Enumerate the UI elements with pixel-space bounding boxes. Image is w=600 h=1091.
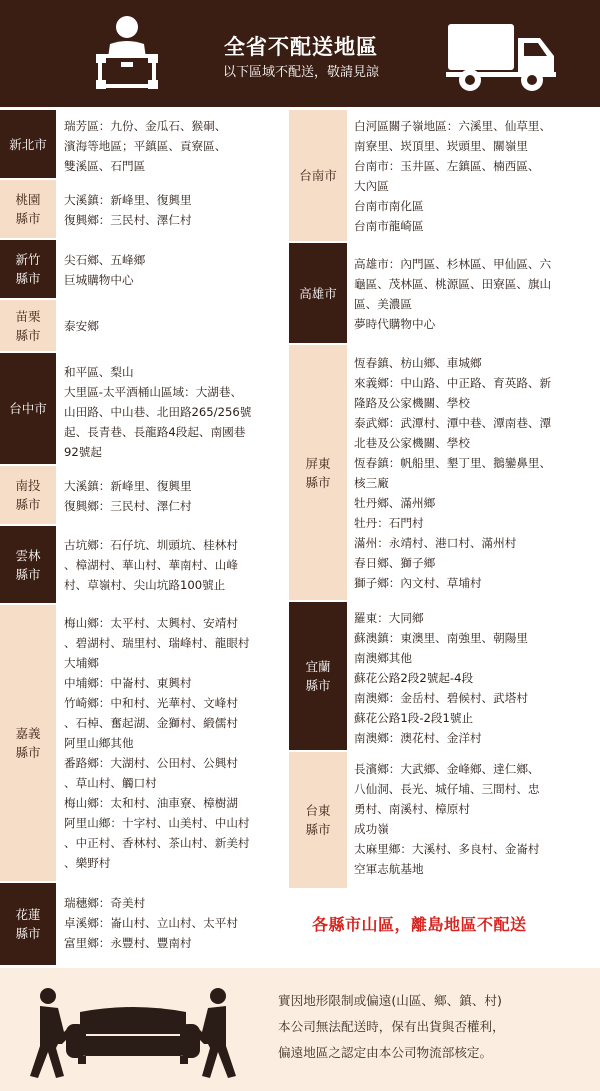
region-label-taitung: 台東 縣市 <box>289 752 347 888</box>
region-label-hualien: 花蓮 縣市 <box>0 883 56 965</box>
region-label-yilan: 宜蘭 縣市 <box>289 602 347 750</box>
footer-line: 本公司無法配送時，保有出貨與否權利， <box>278 1019 505 1034</box>
areas-miaoli: 泰安鄉 <box>64 319 99 333</box>
sofa-movers-icon <box>18 986 246 1082</box>
areas-taitung: 長濱鄉：大武鄉、金峰鄉、達仁鄉、 八仙洞、長光、城仔埔、三間村、忠 勇村、南溪村、樟原村 成功嶺 太麻里鄉：大溪村、多良村、金崙村 空軍志航基地 <box>354 762 540 876</box>
region-label-pingtung: 屏東 縣市 <box>289 345 347 600</box>
areas-pingtung: 恆春鎮、枋山鄉、車城鄉 來義鄉：中山路、中正路、育英路、新 隆路及公家機關、學校 泰武鄉：武潭村、潭中巷、潭南巷、潭 北巷及公家機關、學校 恆春鎮：帆船里、墾丁里、鵝鑾鼻里、 核三廠 牡丹鄉、滿州鄉 牡丹：石門村 滿州：永靖村、港口村、滿州村 春日鄉、獅子鄉 獅子鄉：內文村、草埔村 <box>354 356 552 590</box>
footer-line: 實因地形限制或偏遠(山區、鄉、鎮、村) <box>278 993 502 1008</box>
areas-hsinchu: 尖石鄉、五峰鄉 巨城購物中心 <box>64 253 146 287</box>
areas-new-taipei: 瑞芳區：九份、金瓜石、猴硐、 濱海等地區；平鎮區、貢寮區、 雙溪區、石門區 <box>64 119 227 173</box>
areas-taichung: 和平區、梨山 大里區-太平酒桶山區域：大湖巷、 山田路、中山巷、北田路265/256號 起、長青巷、長龍路4段起、南國巷 92號起 <box>64 365 252 459</box>
region-label-tainan: 台南市 <box>289 110 347 241</box>
region-label-new-taipei: 新北市 <box>0 110 56 178</box>
areas-yilan: 羅東：大同鄉 蘇澳鎮：東澳里、南強里、朝陽里 南澳鄉其他 蘇花公路2段2號起-4段 南澳鄉：金岳村、碧候村、武塔村 蘇花公路1段-2段1號止 南澳鄉：澳花村、金洋村 <box>354 611 528 745</box>
footer-banner <box>0 968 600 1091</box>
areas-kaohsiung: 高雄市：內門區、杉林區、甲仙區、六 龜區、茂林區、桃源區、田寮區、旗山 區、美濃區 夢時代購物中心 <box>354 257 552 331</box>
region-label-taichung: 台中市 <box>0 353 56 464</box>
region-label-hsinchu: 新竹 縣市 <box>0 240 56 298</box>
region-label-nantou: 南投 縣市 <box>0 466 56 524</box>
areas-tainan: 白河區關子嶺地區：六溪里、仙草里、 南寮里、崁頂里、崁頭里、關嶺里 台南市：玉井區、左鎮區、楠西區、 大內區 台南市南化區 台南市龍崎區 <box>354 119 552 233</box>
areas-nantou: 大溪鎮：新峰里、復興里 復興鄉：三民村、澤仁村 <box>64 479 192 513</box>
areas-yunlin: 古坑鄉：石仔坑、圳頭坑、桂林村 、樟湖村、華山村、華南村、山峰 村、草嶺村、尖山坑路100號止 <box>64 538 238 592</box>
region-label-miaoli: 苗栗 縣市 <box>0 300 56 351</box>
delivery-person-icon <box>94 14 160 92</box>
areas-taoyuan: 大溪鎮：新峰里、復興里 復興鄉：三民村、澤仁村 <box>64 193 192 227</box>
areas-chiayi: 梅山鄉：太平村、太興村、安靖村 、碧湖村、瑞里村、瑞峰村、龍眼村 大埔鄉 中埔鄉：中崙村、東興村 竹崎鄉：中和村、光華村、文峰村 、石棹、奮起湖、金獅村、緞儒村 阿里山鄉其他 番路鄉：大湖村、公田村、公興村 、草山村、觸口村 梅山鄉：太和村、油車寮、樟樹湖 阿里山鄉：十字村、山美村、中山村 、中正村、香林村、茶山村、新美村 、樂野村 <box>64 616 250 870</box>
truck-icon <box>446 20 558 92</box>
footer-statement <box>278 988 590 1066</box>
region-label-yunlin: 雲林 縣市 <box>0 526 56 603</box>
areas-hualien: 瑞穗鄉：奇美村 卓溪鄉：崙山村、立山村、太平村 富里鄉：永豐村、豐南村 <box>64 896 238 950</box>
header-banner <box>0 0 600 107</box>
region-label-chiayi: 嘉義 縣市 <box>0 605 56 881</box>
mountain-island-notice: 各縣市山區，離島地區不配送 <box>312 915 527 934</box>
region-label-kaohsiung: 高雄市 <box>289 243 347 343</box>
footer-line: 偏遠地區之認定由本公司物流部核定。 <box>278 1045 493 1060</box>
page-title: 全省不配送地區 <box>224 35 378 59</box>
region-label-taoyuan: 桃園 縣市 <box>0 180 56 238</box>
page-subtitle: 以下區域不配送，敬請見諒 <box>222 65 379 80</box>
